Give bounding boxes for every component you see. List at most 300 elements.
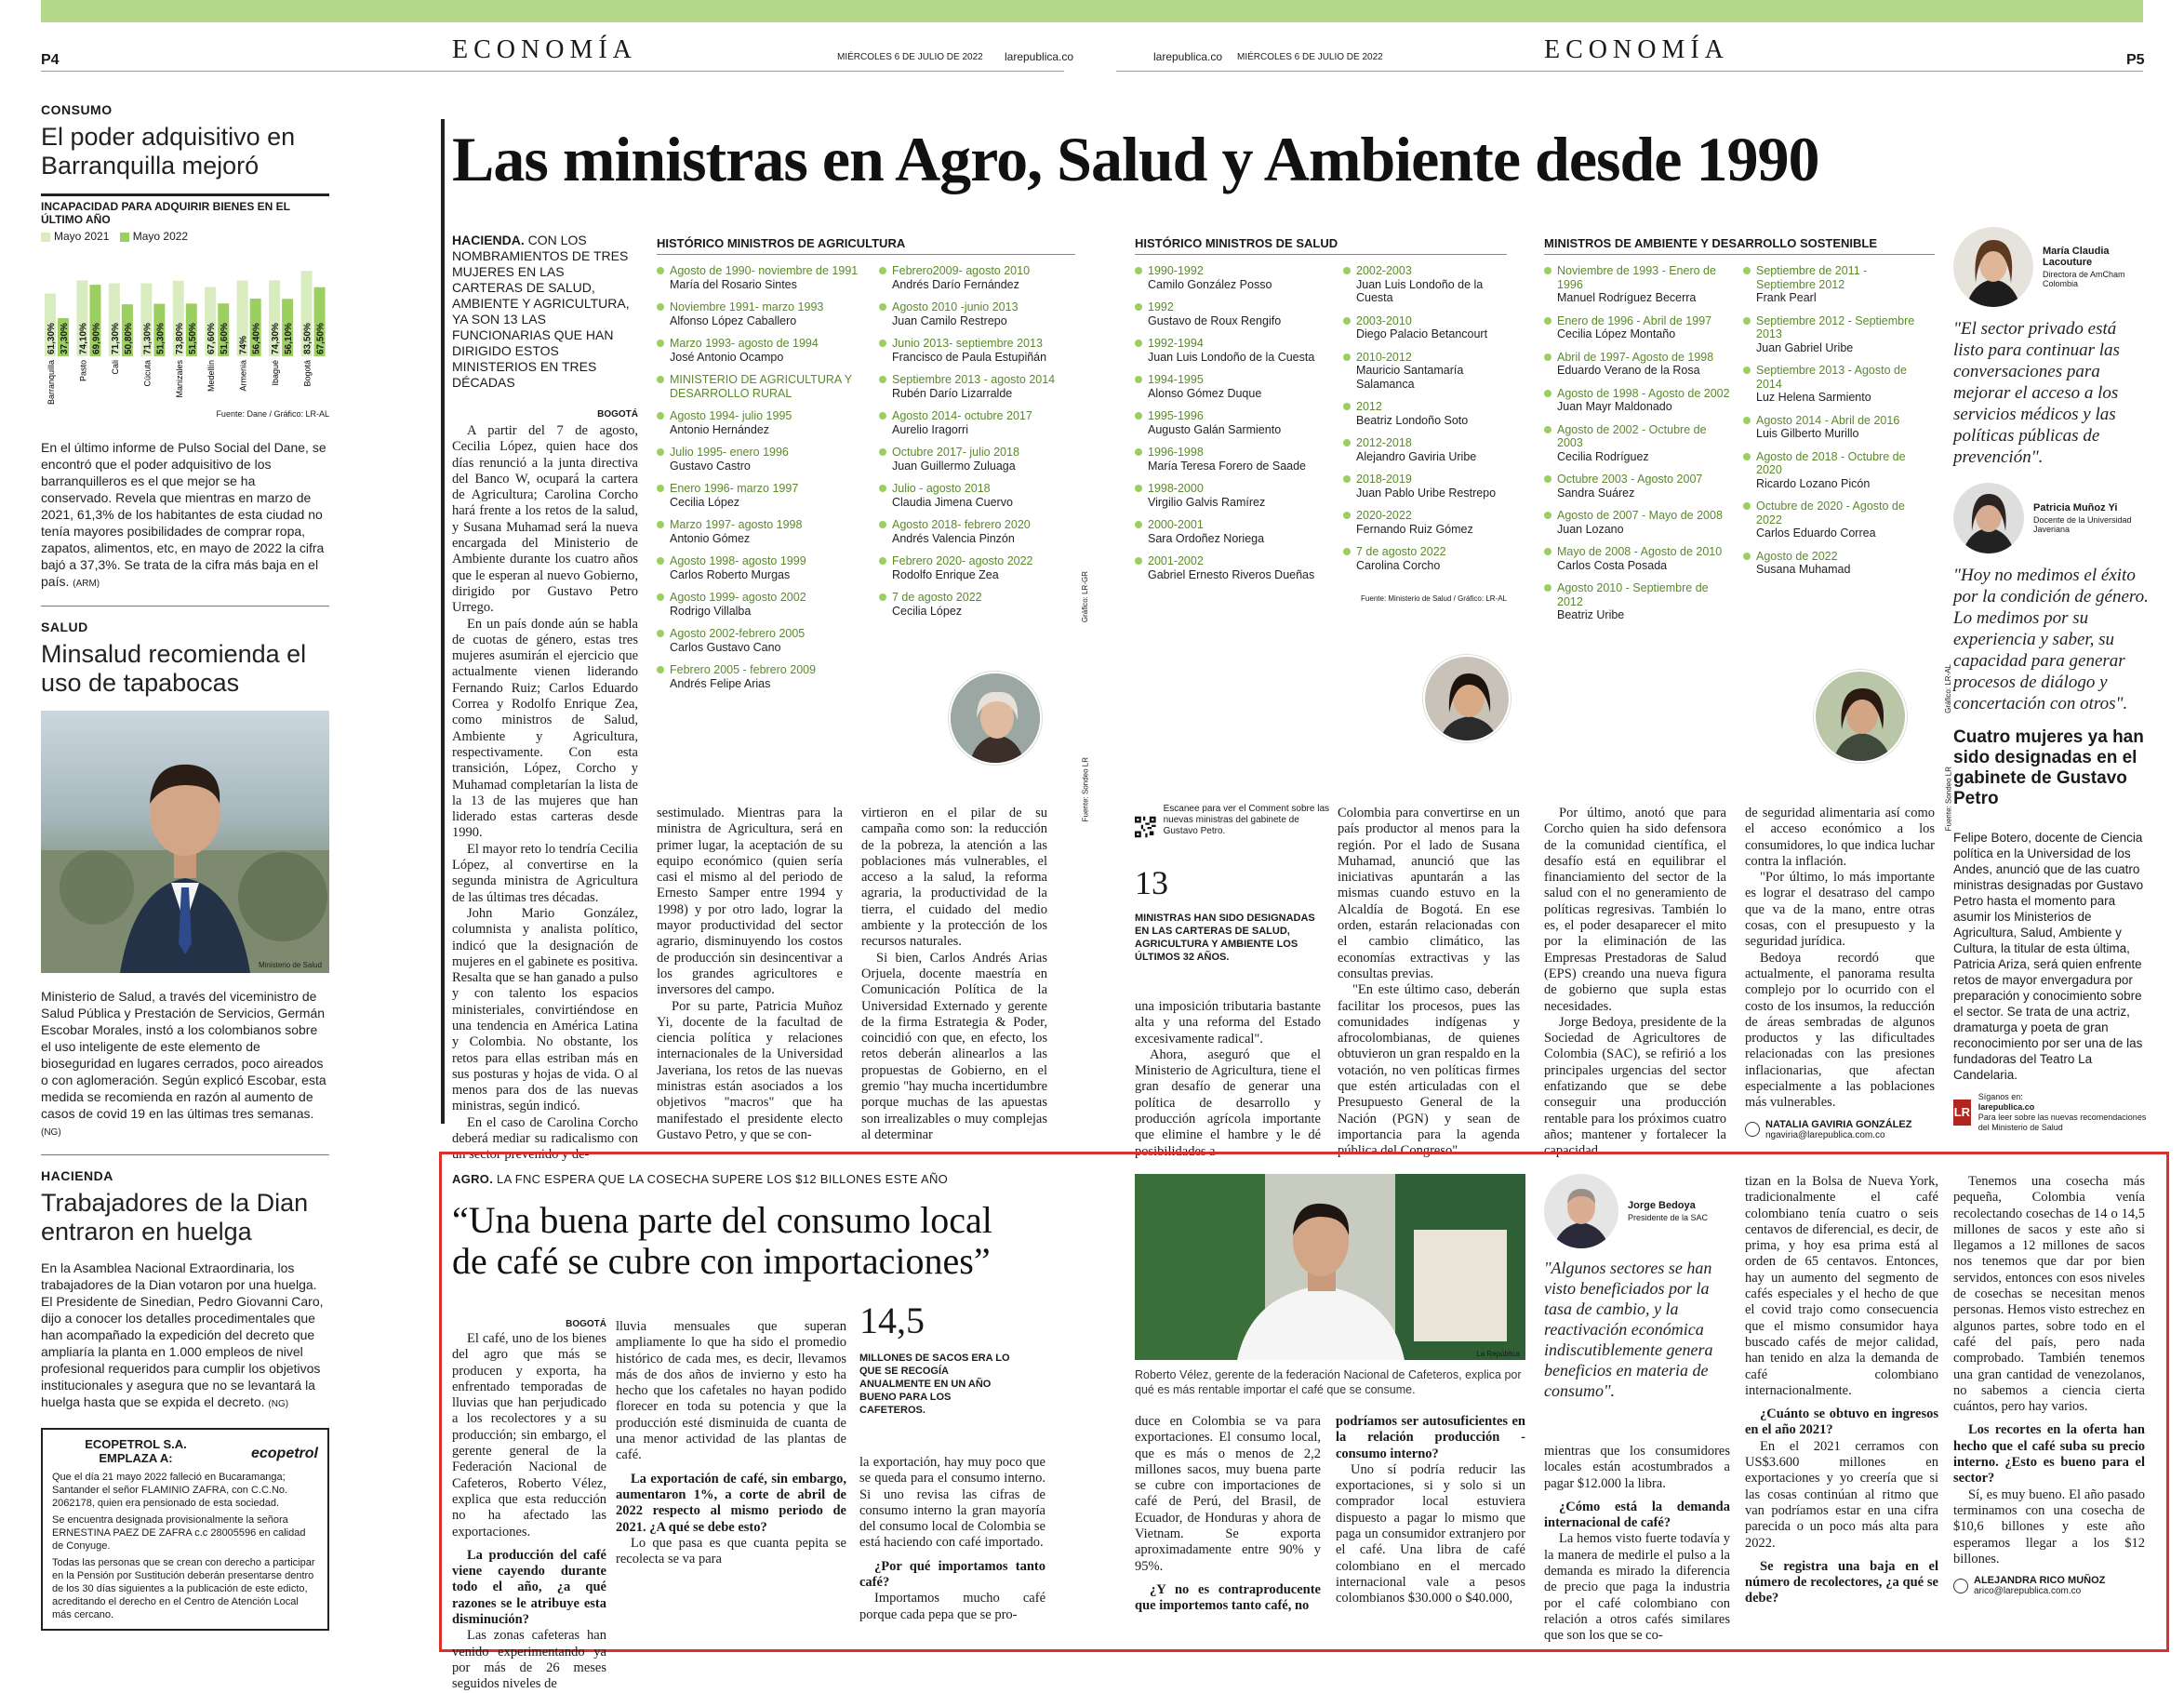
minister-name: Claudia Jimena Cuervo bbox=[892, 495, 1013, 509]
minister-period: Octubre 2017- julio 2018 bbox=[892, 446, 1019, 459]
minister-entry bbox=[657, 337, 866, 364]
minister-period: Julio - agosto 2018 bbox=[892, 482, 991, 495]
main-col-2-p1: sestimulado. Mientras para la ministra de Agricultura, será en primer lugar, la aceptación de su equipo económico (quien sería casi el mismo al del periodo de Ernesto Samper entre 1994 y 1998) y por otro lado, lograr la mayor productividad del sector agrario, disminuyendo los costos de producción sin desincentivar a los grandes agricultores e inversores del campo. bbox=[657, 806, 843, 998]
minister-entry bbox=[1743, 500, 1920, 540]
minister-entry bbox=[1343, 473, 1501, 500]
brief-title-hacienda[interactable]: Trabajadores de la Dian entraron en huelga bbox=[41, 1189, 309, 1246]
agro-byline bbox=[1953, 1575, 2145, 1596]
ambiente-ministers-box bbox=[1544, 236, 1952, 832]
minister-entry bbox=[1343, 264, 1501, 305]
minister-entry bbox=[1135, 446, 1330, 473]
minister-entry bbox=[1343, 351, 1501, 392]
bar-label: 74% bbox=[238, 335, 249, 354]
minister-period: Febrero 2020- agosto 2022 bbox=[892, 554, 1033, 567]
minister-period: Agosto 2010 - Septiembre de 2012 bbox=[1557, 581, 1709, 608]
bar-label: 71,30% bbox=[142, 323, 153, 354]
brief-title-consumo[interactable]: El poder adquisitivo en Barranquilla mejoró bbox=[41, 123, 296, 180]
main-col-6 bbox=[1544, 806, 1726, 1160]
main-col-1-p3: El mayor reto lo tendría Cecilia López, al convertirse en la segunda ministra de Agricultura de las últimas tres décadas. bbox=[452, 841, 638, 905]
salud-title: HISTÓRICO MINISTROS DE SALUD bbox=[1135, 236, 1507, 255]
minister-name: Andrés Felipe Arias bbox=[670, 676, 771, 690]
viceminister-photo bbox=[41, 711, 329, 973]
category-label: Pasto bbox=[78, 360, 88, 382]
salud-list-b bbox=[1343, 264, 1501, 591]
agri-title: HISTÓRICO MINISTROS DE AGRICULTURA bbox=[657, 236, 1075, 255]
minister-entry bbox=[657, 300, 866, 327]
minister-period: 7 de agosto 2022 bbox=[1356, 545, 1446, 558]
agro-headline[interactable]: “Una buena parte del consumo local de café se cubre con importaciones” bbox=[452, 1199, 992, 1282]
minister-entry bbox=[879, 591, 1056, 618]
brief-tag-hacienda: HACIENDA bbox=[41, 1168, 113, 1183]
brief-tag-salud: SALUD bbox=[41, 620, 88, 634]
minister-name: Manuel Rodríguez Becerra bbox=[1557, 291, 1697, 304]
agro-col-7-p1: tizan en la Bolsa de Nueva York, tradicionalmente el café colombiano tenía cuatro o seis centavos de diferencial, es decir, de prima, y hoy esa prima está al orden de 65 centavos. Entonces, hay un aumento del segmento de cafés especiales y el hecho de que el covid trajo como consecuencia que el mismo consumidor haya buscado cafés de mejor calidad, han tenido en alza la demanda de café colombiano internacionalmente. bbox=[1745, 1174, 1938, 1398]
minister-period: Octubre 2003 - Agosto 2007 bbox=[1557, 473, 1703, 486]
main-col-1-p2: En un país donde aún se habla de cuotas de género, estas tres mujeres asumirán el ejercicio que actualmente vienen liderando Fernando Ruiz; Carlos Eduardo Correa y Rodolfo Enrique Zea, como ministros de Salud, Ambiente y Agricultura, respectivamente. Con esta transición, López, Corcho y Muhamad completarían la lista de la 13 de las mujeres que han liderado estas carteras desde 1990. bbox=[452, 616, 638, 841]
cecilia-lopez-photo bbox=[949, 672, 1042, 765]
minister-name: Fernando Ruiz Gómez bbox=[1356, 522, 1473, 536]
minister-entry bbox=[1544, 473, 1730, 500]
minister-name: Alejandro Gaviria Uribe bbox=[1356, 449, 1477, 463]
minister-entry bbox=[1743, 264, 1920, 305]
bar-label: 74,10% bbox=[78, 323, 89, 354]
minister-name: Luis Gilberto Murillo bbox=[1756, 427, 1859, 440]
sidebar-person-1-role: Directora de AmCham Colombia bbox=[2043, 270, 2125, 288]
legend-swatch-2021 bbox=[41, 233, 50, 242]
minister-name: Alonso Gómez Duque bbox=[1148, 386, 1262, 400]
minister-period: Agosto de 2018 - Octubre de 2020 bbox=[1756, 449, 1906, 476]
bar-label: 37,30% bbox=[60, 323, 70, 354]
agri-credit-2: Gráfico: LR-GR bbox=[1081, 571, 1089, 623]
minister-name: María del Rosario Sintes bbox=[670, 277, 797, 291]
lede-text: CON LOS NOMBRAMIENTOS DE TRES MUJERES EN LAS CARTERAS DE SALUD, AMBIENTE Y AGRICULTURA, YA SON 13 LAS FUNCIONARIAS QUE HAN DIRIGIDO ESTOS MINISTERIOS EN TRES DÉCADAS bbox=[452, 233, 630, 390]
minister-entry bbox=[1544, 351, 1730, 378]
agri-credit: Fuente: Sondeo LR bbox=[1081, 757, 1089, 822]
agro-col-7-q: ¿Cuánto se obtuvo en ingresos en el año 2021? bbox=[1745, 1406, 1938, 1438]
minister-entry bbox=[879, 446, 1056, 473]
bar-label: 51,30% bbox=[155, 323, 166, 354]
minister-entry bbox=[879, 482, 1056, 509]
category-label: Manizales bbox=[174, 360, 184, 398]
bar-label: 73,80% bbox=[174, 323, 185, 354]
bar-label: 67,50% bbox=[315, 323, 326, 354]
sidebar-quote-2: "Hoy no medimos el éxito por la condición de género. Lo medimos por su experiencia y saber, su capacidad para generar procesos de diálogo y concertación con otros". bbox=[1953, 566, 2149, 713]
minister-name: Beatriz Uribe bbox=[1557, 608, 1625, 621]
num-13-text: MINISTRAS HAN SIDO DESIGNADAS EN LAS CARTERAS DE SALUD, AGRICULTURA Y AMBIENTE LOS ÚLTIMOS 32 AÑOS. bbox=[1135, 913, 1315, 963]
main-headline[interactable]: Las ministras en Agro, Salud y Ambiente desde 1990 bbox=[452, 124, 1819, 194]
minister-period: 2003-2010 bbox=[1356, 313, 1412, 327]
follow-box[interactable] bbox=[1953, 1092, 2149, 1133]
chart-title: INCAPACIDAD PARA ADQUIRIR BIENES EN EL ÚLTIMO AÑO bbox=[41, 193, 329, 226]
agro-col-6-p1: mientras que los consumidores locales están acostumbrados a pagar $12.000 la libra. bbox=[1544, 1444, 1730, 1491]
minister-entry bbox=[1135, 264, 1330, 291]
minister-period: Agosto 2014 - Abril de 2016 bbox=[1756, 413, 1900, 427]
lede-tag: HACIENDA. bbox=[452, 233, 525, 247]
category-label: Medellín bbox=[206, 360, 217, 393]
agro-col-8-p2: Sí, es muy bueno. El año pasado terminamos con una cosecha de $10,6 billones y este año esperamos llegar a los $12 billones. bbox=[1953, 1486, 2145, 1566]
sidebar-person-2-name: Patricia Muñoz Yi bbox=[2033, 502, 2118, 513]
minister-period: Noviembre de 1993 - Enero de 1996 bbox=[1557, 264, 1716, 291]
bar-label: 69,90% bbox=[91, 323, 102, 354]
agro-col-3-p1: la exportación, hay muy poco que se queda para el consumo interno. Si uno revisa las cifras de consumo interno la gran mayoría del consumo local de Colombia se está haciendo con café importado. bbox=[859, 1455, 1045, 1551]
agro-col-2-p2: Lo que pasa es que cuanta pepita se recolecta se va para bbox=[616, 1535, 846, 1567]
category-label: Armenia bbox=[238, 360, 248, 392]
person-photo-illustration bbox=[1953, 227, 2033, 307]
agri-list-a bbox=[657, 264, 866, 700]
minister-period: 2001-2002 bbox=[1148, 554, 1204, 567]
minister-entry bbox=[1544, 264, 1730, 305]
minister-name: Andrés Valencia Pinzón bbox=[892, 531, 1015, 545]
minister-period: Mayo de 2008 - Agosto de 2010 bbox=[1557, 545, 1723, 558]
agro-col-6-p2: La hemos visto fuerte todavía y la manera de medirle el pulso a la demanda es mirado la diferencia de precio que paga la industria por el café colombiano con relación a otros cafés similares que son los que se co- bbox=[1544, 1531, 1730, 1644]
main-article-bar bbox=[441, 119, 445, 1124]
minister-name: Carlos Gustavo Cano bbox=[670, 640, 781, 654]
lr-logo-icon: LR bbox=[1953, 1100, 1971, 1126]
minister-entry bbox=[1544, 509, 1730, 536]
minister-period: Agosto 2002-febrero 2005 bbox=[670, 627, 806, 640]
minister-name: Rodrigo Villalba bbox=[670, 604, 752, 618]
main-col-1-p5: En el caso de Carolina Corcho deberá mediar su radicalismo con un sector prevenido y de- bbox=[452, 1114, 638, 1163]
minister-name: Aurelio Iragorri bbox=[892, 422, 968, 436]
category-label: Ibagué bbox=[271, 360, 281, 386]
minister-period: 2012 bbox=[1356, 400, 1382, 413]
minister-period: Agosto 2018- febrero 2020 bbox=[892, 518, 1031, 531]
minister-name: Augusto Galán Sarmiento bbox=[1148, 422, 1282, 436]
header-rule-right bbox=[1116, 71, 2143, 72]
agro-col-3-p2: Importamos mucho café porque cada pepa que se pro- bbox=[859, 1591, 1045, 1622]
minister-name: Camilo González Posso bbox=[1148, 277, 1272, 291]
agri-list-b bbox=[879, 264, 1056, 700]
main-col-2 bbox=[657, 806, 843, 1143]
follow-text: Para leer sobre las nuevas recomendaciones del Ministerio de Salud bbox=[1978, 1113, 2147, 1132]
chart-source: Fuente: Dane / Gráfico: LR-AL bbox=[216, 409, 329, 419]
comment-icon bbox=[1745, 1122, 1760, 1137]
minister-name: Gustavo Castro bbox=[670, 459, 751, 473]
legend-label-2021: Mayo 2021 bbox=[54, 230, 110, 243]
minister-entry bbox=[879, 409, 1056, 436]
brief-body-hacienda-text: En la Asamblea Nacional Extraordinaria, los trabajadores de la Dian votaron por una huelga. El Presidente de Sinedian, Pedro Giovanni Caro, dijo a conocer los detalles procedimentales que han acompañado la expedición del decreto que ampliaría la planta en 1.000 empleos de nivel profesional requeridos para cumplir los objetivos institucionales y asegura que no se levantará la huelga hasta que se expida el decreto. bbox=[41, 1260, 324, 1409]
minister-entry bbox=[1135, 554, 1330, 581]
minister-entry bbox=[1135, 337, 1330, 364]
agro-col-1 bbox=[452, 1319, 606, 1693]
agro-col-8-p1: Tenemos una cosecha más pequeña, Colombia venía recolectando cosechas de 14 o 14,5 millones de sacos y este año si llegamos a 12 millones de sacos nos tenemos que dar por bien servidos, entonces con esos niveles de cosechas se necesitan menos personas. Hemos visto estrechez en algunos partes, sobre todo en el café del país, pero nada comprobado. También tenemos una gran cantidad de venezolanos, no sabemos a ciencia cierta cuántos, pero hay varios. bbox=[1953, 1174, 2145, 1415]
bar-label: 71,30% bbox=[110, 323, 121, 354]
minister-entry bbox=[879, 300, 1056, 327]
minister-entry bbox=[657, 591, 866, 618]
agro-person-role: Presidente de la SAC bbox=[1628, 1213, 1709, 1222]
follow-site[interactable]: larepublica.co bbox=[1978, 1102, 2035, 1112]
minister-entry bbox=[1135, 300, 1330, 327]
minister-name: Susana Muhamad bbox=[1756, 563, 1851, 576]
minister-name: Carlos Roberto Murgas bbox=[670, 567, 791, 581]
brief-body-salud bbox=[41, 988, 329, 1141]
main-col-4-p2: Ahora, aseguró que el Ministerio de Agricultura, tiene el gran desafío de generar una política de desarrollo y producción agrícola importante que elimine el hambre y le dé posibilidades a bbox=[1135, 1046, 1321, 1159]
notice-line-1: Que el día 21 mayo 2022 falleció en Bucaramanga; Santander el señor FLAMINIO ZAFRA, con C.C.No. 2062178, quien era pensionado de esta sociedad. bbox=[52, 1472, 288, 1509]
minister-name: Juan Lozano bbox=[1557, 522, 1624, 536]
agro-col-7 bbox=[1745, 1174, 1938, 1607]
minister-period: Marzo 1993- agosto de 1994 bbox=[670, 337, 819, 350]
minister-entry bbox=[879, 554, 1056, 581]
main-col-1 bbox=[452, 409, 638, 1164]
agro-col-2-p1: lluvia mensuales que superan ampliamente lo que ha sido el promedio histórico de cada mes, es decir, llevamos más de dos años de invierno y esto ha hecho que los cafetales no hayan podido florecer en toda su potencia y que la producción esté disminuida de cuanta de una menor actividad de las plantas de café. bbox=[616, 1319, 846, 1463]
agro-quote: "Algunos sectores se han visto beneficiados por la tasa de cambio, y la reactivación económica indiscutiblemente genera beneficios en materia de consumo". bbox=[1544, 1259, 1713, 1400]
minister-name: Frank Pearl bbox=[1756, 291, 1817, 304]
divider bbox=[41, 606, 329, 607]
minister-entry bbox=[1135, 482, 1330, 509]
main-col-1-p1: A partir del 7 de agosto, Cecilia López, quien hace dos días renunció a la junta directiva del Banco W, ocupará la cartera de Agricultura; Carolina Corcho hará frente a los retos de la salud, y Susana Muhamad será la nueva encargada del Ministerio de Ambiente durante los cuatro años que le esperan al nuevo Gobierno, dirigido por Gustavo Petro Urrego. bbox=[452, 423, 638, 616]
page-number-left: P4 bbox=[41, 52, 60, 68]
minister-entry bbox=[657, 264, 866, 291]
notice-company: ECOPETROL S.A. bbox=[85, 1437, 187, 1451]
agro-col-2 bbox=[616, 1319, 846, 1567]
person-photo-illustration bbox=[1425, 657, 1511, 742]
minister-entry bbox=[1343, 545, 1501, 572]
qr-code-icon[interactable] bbox=[1135, 804, 1156, 850]
sidebar-head[interactable]: Cuatro mujeres ya han sido designadas en el gabinete de Gustavo Petro bbox=[1953, 727, 2144, 808]
bar-label: 51,60% bbox=[220, 323, 231, 354]
agro-col-1-q: La producción del café viene cayendo durante todo el año, ¿a qué razones se le atribuye esta disminución? bbox=[452, 1547, 606, 1628]
main-col-5-p2: "En este último caso, deberán facilitar los procesos, pues las comunidades indígenas y afrocolombianas, de quienes obtuvieron un gran respaldo en la votación, no ven políticas firmes que estén articuladas con el Presupuesto General de la Nación (PGN) y sean de importancia para la agenda pública del Congreso". bbox=[1338, 982, 1520, 1159]
minister-entry bbox=[1135, 409, 1330, 436]
person-photo-illustration bbox=[1135, 1174, 1525, 1360]
main-col-7-p3: Bedoya recordó que actualmente, el panorama resulta complejo por lo ocurrido con el costo de los insumos, la reducción de áreas sembradas de algunos productos y las dificultades relacionadas con las presiones inflacionarias, que afectan especialmente a las poblaciones más vulnerables. bbox=[1745, 950, 1935, 1111]
agro-number-block bbox=[859, 1299, 1018, 1417]
minister-period: Septiembre de 2011 - Septiembre 2012 bbox=[1756, 264, 1868, 291]
agro-tag bbox=[452, 1172, 948, 1186]
salud-list-a bbox=[1135, 264, 1330, 591]
agro-col-7-p2: En el 2021 cerramos con US$3.600 millones en exportaciones y yo creería que si las cosas continúan al ritmo que van podríamos estar en una cifra parecida o un poco más alta para 2022. bbox=[1745, 1438, 1938, 1551]
legend-swatch-2022 bbox=[120, 233, 129, 242]
ambiente-credit-2: Fuente: Sondeo LR bbox=[1944, 767, 1952, 832]
ecopetrol-logo: ecopetrol bbox=[250, 1446, 318, 1461]
page-number-right: P5 bbox=[2126, 52, 2145, 68]
minister-period: 2000-2001 bbox=[1148, 518, 1204, 531]
minister-entry bbox=[879, 337, 1056, 364]
person-photo-illustration bbox=[1953, 483, 2024, 553]
date-left: MIÉRCOLES 6 DE JULIO DE 2022 bbox=[837, 52, 983, 62]
minister-entry bbox=[1544, 581, 1730, 622]
section-title-left: ECONOMÍA bbox=[452, 35, 637, 64]
minister-entry bbox=[657, 518, 866, 545]
brief-body-consumo bbox=[41, 439, 329, 593]
minister-name: Juan Guillermo Zuluaga bbox=[892, 459, 1016, 473]
minister-period: Noviembre 1991- marzo 1993 bbox=[670, 300, 824, 313]
site-right[interactable]: larepublica.co bbox=[1153, 50, 1223, 63]
minister-name: Gabriel Ernesto Riveros Dueñas bbox=[1148, 567, 1315, 581]
brief-sign-consumo: (ARM) bbox=[73, 579, 100, 589]
ambiente-title: MINISTROS DE AMBIENTE Y DESARROLLO SOSTENIBLE bbox=[1544, 236, 1935, 255]
agro-col-1-p1: El café, uno de los bienes del agro que más se producen y exporta, ha enfrentado temporadas de lluvias que han perjudicado a los recolectores y a su producción; sin embargo, el gerente general de la Federación Nacional de Cafeteros, Roberto Vélez, explica que esta reducción no ha afectado las exportaciones. bbox=[452, 1331, 606, 1540]
minister-period: 7 de agosto 2022 bbox=[892, 591, 982, 604]
main-col-7 bbox=[1745, 806, 1935, 1140]
minister-entry bbox=[657, 446, 866, 473]
minister-entry bbox=[657, 373, 866, 400]
minister-name: Francisco de Paula Estupiñán bbox=[892, 350, 1047, 364]
top-color-bar bbox=[41, 0, 2143, 22]
agro-col-3-q: ¿Por qué importamos tanto café? bbox=[859, 1558, 1045, 1591]
minister-name: Carlos Costa Posada bbox=[1557, 558, 1668, 572]
agro-col-8-q: Los recortes en la oferta han hecho que el café suba su precio interno. ¿Esto es bueno para el sector? bbox=[1953, 1422, 2145, 1486]
minister-name: Andrés Darío Fernández bbox=[892, 277, 1019, 291]
date-right: MIÉRCOLES 6 DE JULIO DE 2022 bbox=[1237, 52, 1383, 62]
minister-name: Cecilia López Montaño bbox=[1557, 327, 1676, 340]
divider bbox=[41, 1154, 329, 1155]
jorge-bedoya-photo bbox=[1544, 1174, 1618, 1248]
main-lede bbox=[452, 233, 638, 391]
minister-period: Agosto de 1990- noviembre de 1991 bbox=[670, 264, 859, 277]
bar-label: 50,80% bbox=[123, 323, 134, 354]
minister-period: 1995-1996 bbox=[1148, 409, 1204, 422]
brief-body-hacienda bbox=[41, 1260, 329, 1413]
agro-byline-email[interactable]: arico@larepublica.com.co bbox=[1974, 1586, 2082, 1597]
minister-period: Agosto 1994- julio 1995 bbox=[670, 409, 792, 422]
minister-name: Sara Ordoñez Noriega bbox=[1148, 531, 1265, 545]
minister-entry bbox=[1743, 450, 1920, 491]
minister-entry bbox=[657, 554, 866, 581]
bar-chart bbox=[41, 247, 329, 405]
ambiente-credit: Gráfico: LR-AL bbox=[1944, 664, 1952, 713]
minister-entry bbox=[1135, 373, 1330, 400]
agro-col-6-q: ¿Cómo está la demanda internacional de café? bbox=[1544, 1499, 1730, 1531]
main-city: BOGOTÁ bbox=[597, 409, 638, 420]
section-title-right: ECONOMÍA bbox=[1544, 35, 1729, 64]
agro-photo-caption: Roberto Vélez, gerente de la federación Nacional de Cafeteros, explica por qué es más rentable importar el café que se consume. bbox=[1135, 1368, 1522, 1396]
minister-name: Beatriz Londoño Soto bbox=[1356, 413, 1469, 427]
minister-name: Alfonso López Caballero bbox=[670, 313, 797, 327]
minister-entry bbox=[657, 409, 866, 436]
agro-num: 14,5 bbox=[859, 1300, 925, 1341]
right-sidebar bbox=[1953, 227, 2149, 1133]
agro-col-5 bbox=[1336, 1414, 1525, 1607]
minister-period: Septiembre 2012 - Septiembre 2013 bbox=[1756, 313, 1915, 340]
minister-period: Septiembre 2013 - Agosto de 2014 bbox=[1756, 364, 1907, 391]
agro-person-name: Jorge Bedoya bbox=[1628, 1200, 1696, 1211]
notice-line-3: Todas las personas que se crean con derecho a participar en la Pensión por Sustitución deberán presentarse dentro de los 30 días siguientes a la publicación de este edicto, acreditando el derecho en el Centro de Atención Local más cercano. bbox=[52, 1557, 315, 1620]
category-label: Cúcuta bbox=[142, 360, 153, 387]
minister-name: Virgilio Galvis Ramírez bbox=[1148, 495, 1266, 509]
main-col-4 bbox=[1135, 999, 1321, 1160]
agro-col-8 bbox=[1953, 1174, 2145, 1596]
agro-tag-bold: AGRO. bbox=[452, 1172, 494, 1186]
minister-entry bbox=[1743, 364, 1920, 405]
minister-name: Cecilia López bbox=[670, 495, 740, 509]
minister-period: Julio 1995- enero 1996 bbox=[670, 446, 789, 459]
minister-name: Juan Luis Londoño de la Cuesta bbox=[1148, 350, 1315, 364]
left-briefs-column bbox=[41, 102, 329, 1631]
minister-entry bbox=[1343, 436, 1501, 463]
site-left[interactable]: larepublica.co bbox=[1005, 50, 1074, 63]
main-col-5 bbox=[1338, 806, 1520, 1160]
minister-period: Agosto de 2002 - Octubre de 2003 bbox=[1557, 422, 1707, 449]
minister-period: 2018-2019 bbox=[1356, 473, 1412, 486]
minister-period: Agosto 1998- agosto 1999 bbox=[670, 554, 806, 567]
agro-col-1-p2: Las zonas cafeteras han venido experimentando ya por más de 26 meses seguidos niveles de bbox=[452, 1628, 606, 1692]
category-label: Cali bbox=[110, 360, 120, 375]
minister-name: Gustavo de Roux Rengifo bbox=[1148, 313, 1282, 327]
brief-title-salud[interactable]: Minsalud recomienda el uso de tapabocas bbox=[41, 640, 307, 697]
minister-period: 1998-2000 bbox=[1148, 482, 1204, 495]
minister-name: Diego Palacio Betancourt bbox=[1356, 327, 1488, 340]
brief-body-consumo-text: En el último informe de Pulso Social del Dane, se encontró que el poder adquisitivo de los barranquilleros es el que mejor se ha conservado. Revela que mientras en marzo de 2021, 61,3% de los habitantes de esta ciudad no tenía mayores posibilidades de comprar ropa, zapatos, alimentos, etc, en mayo de 2022 la cifra bajó a 37,3%. Se trata de la cifra más baja en el país. bbox=[41, 440, 326, 589]
bar-label: 56,40% bbox=[251, 323, 262, 354]
patricia-munoz-photo bbox=[1953, 483, 2024, 553]
num-13: 13 bbox=[1135, 864, 1168, 901]
agro-col-6 bbox=[1544, 1444, 1730, 1645]
bar-label: 56,10% bbox=[284, 323, 295, 354]
minister-period: Enero de 1996 - Abril de 1997 bbox=[1557, 313, 1712, 327]
minister-name: Carlos Eduardo Correa bbox=[1756, 527, 1876, 540]
minister-entry bbox=[1343, 400, 1501, 427]
agro-col-5-q: podríamos ser autosuficientes en la relación producción - consumo interno? bbox=[1336, 1414, 1525, 1461]
minister-entry bbox=[879, 264, 1056, 291]
agri-ministers-box bbox=[657, 236, 1089, 822]
minister-period: Febrero2009- agosto 2010 bbox=[892, 264, 1031, 277]
minister-name: Juan Luis Londoño de la Cuesta bbox=[1356, 277, 1484, 304]
minister-entry bbox=[1343, 314, 1501, 341]
sidebar-body: Felipe Botero, docente de Ciencia política en la Universidad de los Andes, anunció que de las cuatro ministras designadas por Gustavo Petro hasta el momento para asumir los Ministerios de Agricultura, Salud, Ambiente y Cultura, la titular de esta última, Patricia Ariza, será quien enfrente retos de mayor envergadura por preparación y conocimiento sobre el sector. Se trata de una actriz, dramaturga y poeta de gran reconocimiento por ser una de las fundadoras del Teatro La Candelaria. bbox=[1953, 831, 2144, 1082]
person-photo-illustration bbox=[41, 711, 329, 973]
minister-period: 1992-1994 bbox=[1148, 337, 1204, 350]
ecopetrol-notice bbox=[41, 1428, 329, 1631]
byline-email[interactable]: ngaviria@larepublica.com.co bbox=[1765, 1129, 1885, 1140]
sidebar-person-2-role: Docente de la Universidad Javeriana bbox=[2033, 515, 2132, 534]
comment-icon bbox=[1953, 1579, 1968, 1593]
minister-entry bbox=[1135, 518, 1330, 545]
bar-label: 67,60% bbox=[206, 323, 218, 354]
minister-name: María Teresa Forero de Saade bbox=[1148, 459, 1307, 473]
minister-period: 2002-2003 bbox=[1356, 264, 1412, 277]
agro-col-3 bbox=[859, 1455, 1045, 1623]
minister-period: Agosto 2014- octubre 2017 bbox=[892, 409, 1032, 422]
minister-entry bbox=[657, 663, 866, 690]
main-byline bbox=[1745, 1119, 1935, 1140]
minister-period: 1994-1995 bbox=[1148, 373, 1204, 386]
qr-block bbox=[1135, 804, 1330, 964]
chart-legend bbox=[41, 230, 329, 243]
brief-sign-salud: (NG) bbox=[41, 1127, 61, 1138]
page-header bbox=[0, 33, 2184, 71]
minister-entry bbox=[1743, 550, 1920, 577]
minister-entry bbox=[657, 482, 866, 509]
minister-name: Rubén Darío Lizarralde bbox=[892, 386, 1013, 400]
carolina-corcho-photo bbox=[1423, 655, 1511, 742]
minister-name: Mauricio Santamaría Salamanca bbox=[1356, 364, 1464, 391]
minister-period: Agosto 2010 -junio 2013 bbox=[892, 300, 1019, 313]
minister-name: Antonio Hernández bbox=[670, 422, 770, 436]
salud-source: Fuente: Ministerio de Salud / Gráfico: LR-AL bbox=[1361, 594, 1507, 603]
minister-name: Juan Gabriel Uribe bbox=[1756, 340, 1854, 354]
byline-name: NATALIA GAVIRIA GONZÁLEZ bbox=[1765, 1118, 1912, 1130]
minister-name: Antonio Gómez bbox=[670, 531, 751, 545]
ambiente-list-a bbox=[1544, 264, 1730, 632]
agro-tag-text: LA FNC ESPERA QUE LA COSECHA SUPERE LOS $12 BILLONES ESTE AÑO bbox=[493, 1172, 949, 1186]
minister-period: Agosto de 1998 - Agosto de 2002 bbox=[1557, 386, 1730, 400]
agro-photo-credit: La República bbox=[1476, 1350, 1520, 1358]
main-col-6-p2: Jorge Bedoya, presidente de la Sociedad de Agricultores de Colombia (SAC), se refirió a los principales urgencias del sector enfatizando que se debe conseguir una producción rentable para los próximos cuatro años; mantener y fortalecer la capacidad bbox=[1544, 1014, 1726, 1159]
minister-entry bbox=[1544, 423, 1730, 464]
minister-name: Eduardo Verano de la Rosa bbox=[1557, 364, 1700, 377]
qr-text: Escanee para ver el Comment sobre las nuevas ministras del gabinete de Gustavo Petro. bbox=[1163, 804, 1330, 836]
minister-entry bbox=[1544, 387, 1730, 414]
header-rule-left bbox=[41, 71, 1064, 72]
minister-period: Septiembre 2013 - agosto 2014 bbox=[892, 373, 1056, 386]
agro-city: BOGOTÁ bbox=[566, 1319, 606, 1329]
minister-name: Rodolfo Enrique Zea bbox=[892, 567, 999, 581]
minister-period: Octubre de 2020 - Agosto de 2022 bbox=[1756, 500, 1905, 527]
main-col-7-p1: de seguridad alimentaria así como el acceso económico a los consumidores, lo que indica luchar contra la inflación. bbox=[1745, 806, 1935, 869]
minister-entry bbox=[879, 518, 1056, 545]
agro-col-4-q: ¿Y no es contraproducente que importemos tanto café, no bbox=[1135, 1581, 1321, 1614]
